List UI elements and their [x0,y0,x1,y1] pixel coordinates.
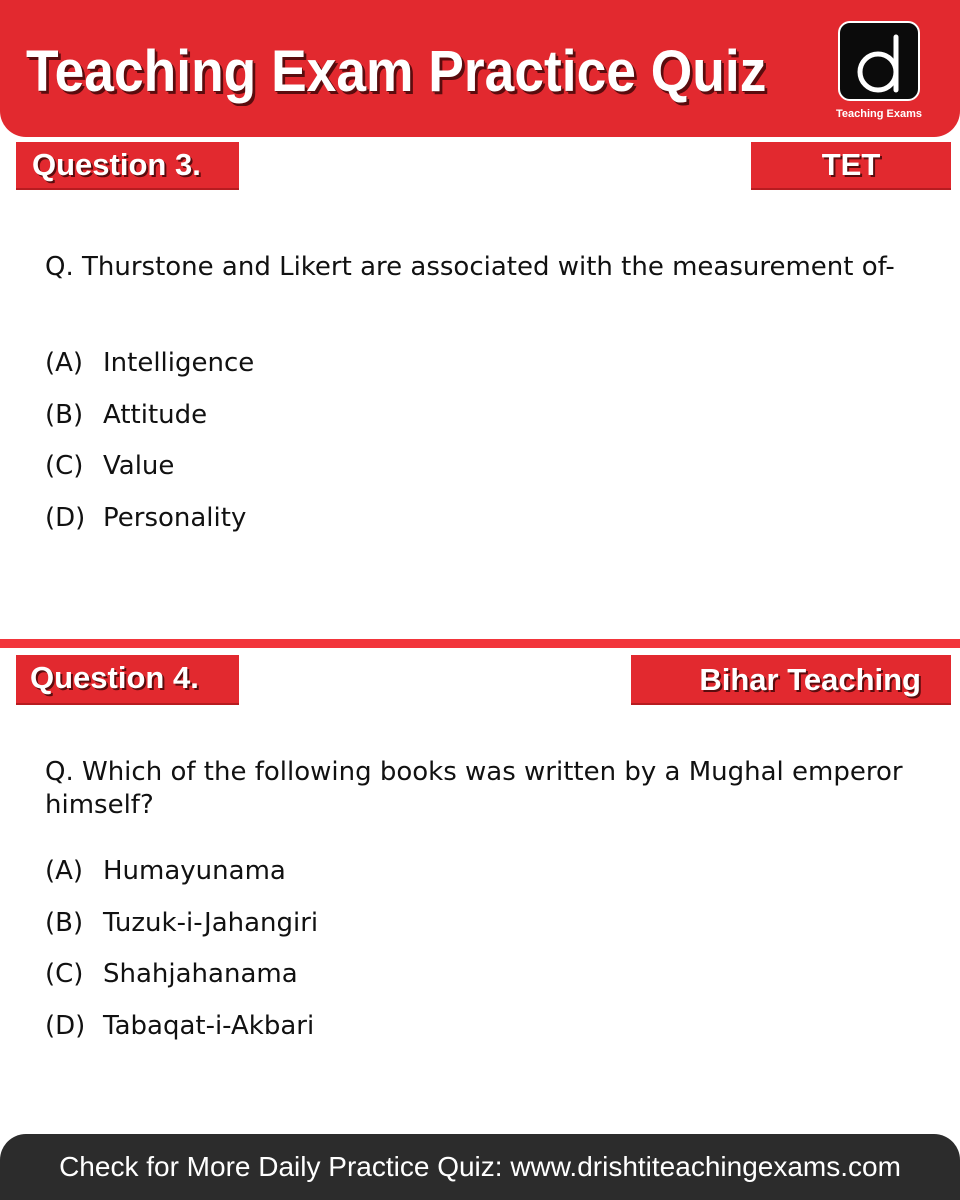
option-letter: (A) [45,855,84,886]
logo-caption: Teaching Exams [836,108,922,120]
logo-d-icon [840,23,922,103]
page-title: Teaching Exam Practice Quiz [26,39,767,104]
option-text: Intelligence [103,347,255,378]
question-4-text: Q. Which of the following books was written by a Mughal emperor himself? [45,757,903,820]
option-c[interactable] [45,440,905,492]
option-text: Tabaqat-i-Akbari [103,1010,315,1041]
header-banner [0,0,960,137]
question-3-exam-tag: TET [751,142,951,190]
footer-website-link[interactable]: Check for More Daily Practice Quiz: www.drishtiteachingexams.com [59,1151,901,1182]
brand-logo [838,21,920,101]
option-letter: (D) [45,1010,86,1041]
option-text: Humayunama [103,855,286,886]
option-text: Tuzuk-i-Jahangiri [103,907,319,938]
option-a[interactable] [45,845,905,897]
footer-bar [0,1134,960,1200]
option-b[interactable] [45,389,905,441]
option-d[interactable] [45,492,905,544]
option-c[interactable] [45,948,905,1000]
option-d[interactable] [45,1000,905,1052]
question-3-options [45,337,905,544]
option-letter: (C) [45,959,84,990]
option-text: Shahjahanama [103,959,298,990]
question-3-label: Question 3. [16,142,239,190]
section-divider [0,639,960,648]
option-letter: (A) [45,347,84,378]
question-4-exam-tag: Bihar Teaching [631,655,951,705]
option-letter: (C) [45,451,84,482]
question-3-text: Q. Thurstone and Likert are associated with the measurement of- [45,252,895,282]
question-4-options [45,845,905,1052]
option-text: Value [103,451,175,482]
option-letter: (B) [45,399,84,430]
option-letter: (B) [45,907,84,938]
option-text: Personality [103,502,247,533]
option-b[interactable] [45,897,905,949]
option-text: Attitude [103,399,208,430]
option-letter: (D) [45,502,86,533]
question-4-label: Question 4. [16,655,239,705]
option-a[interactable] [45,337,905,389]
